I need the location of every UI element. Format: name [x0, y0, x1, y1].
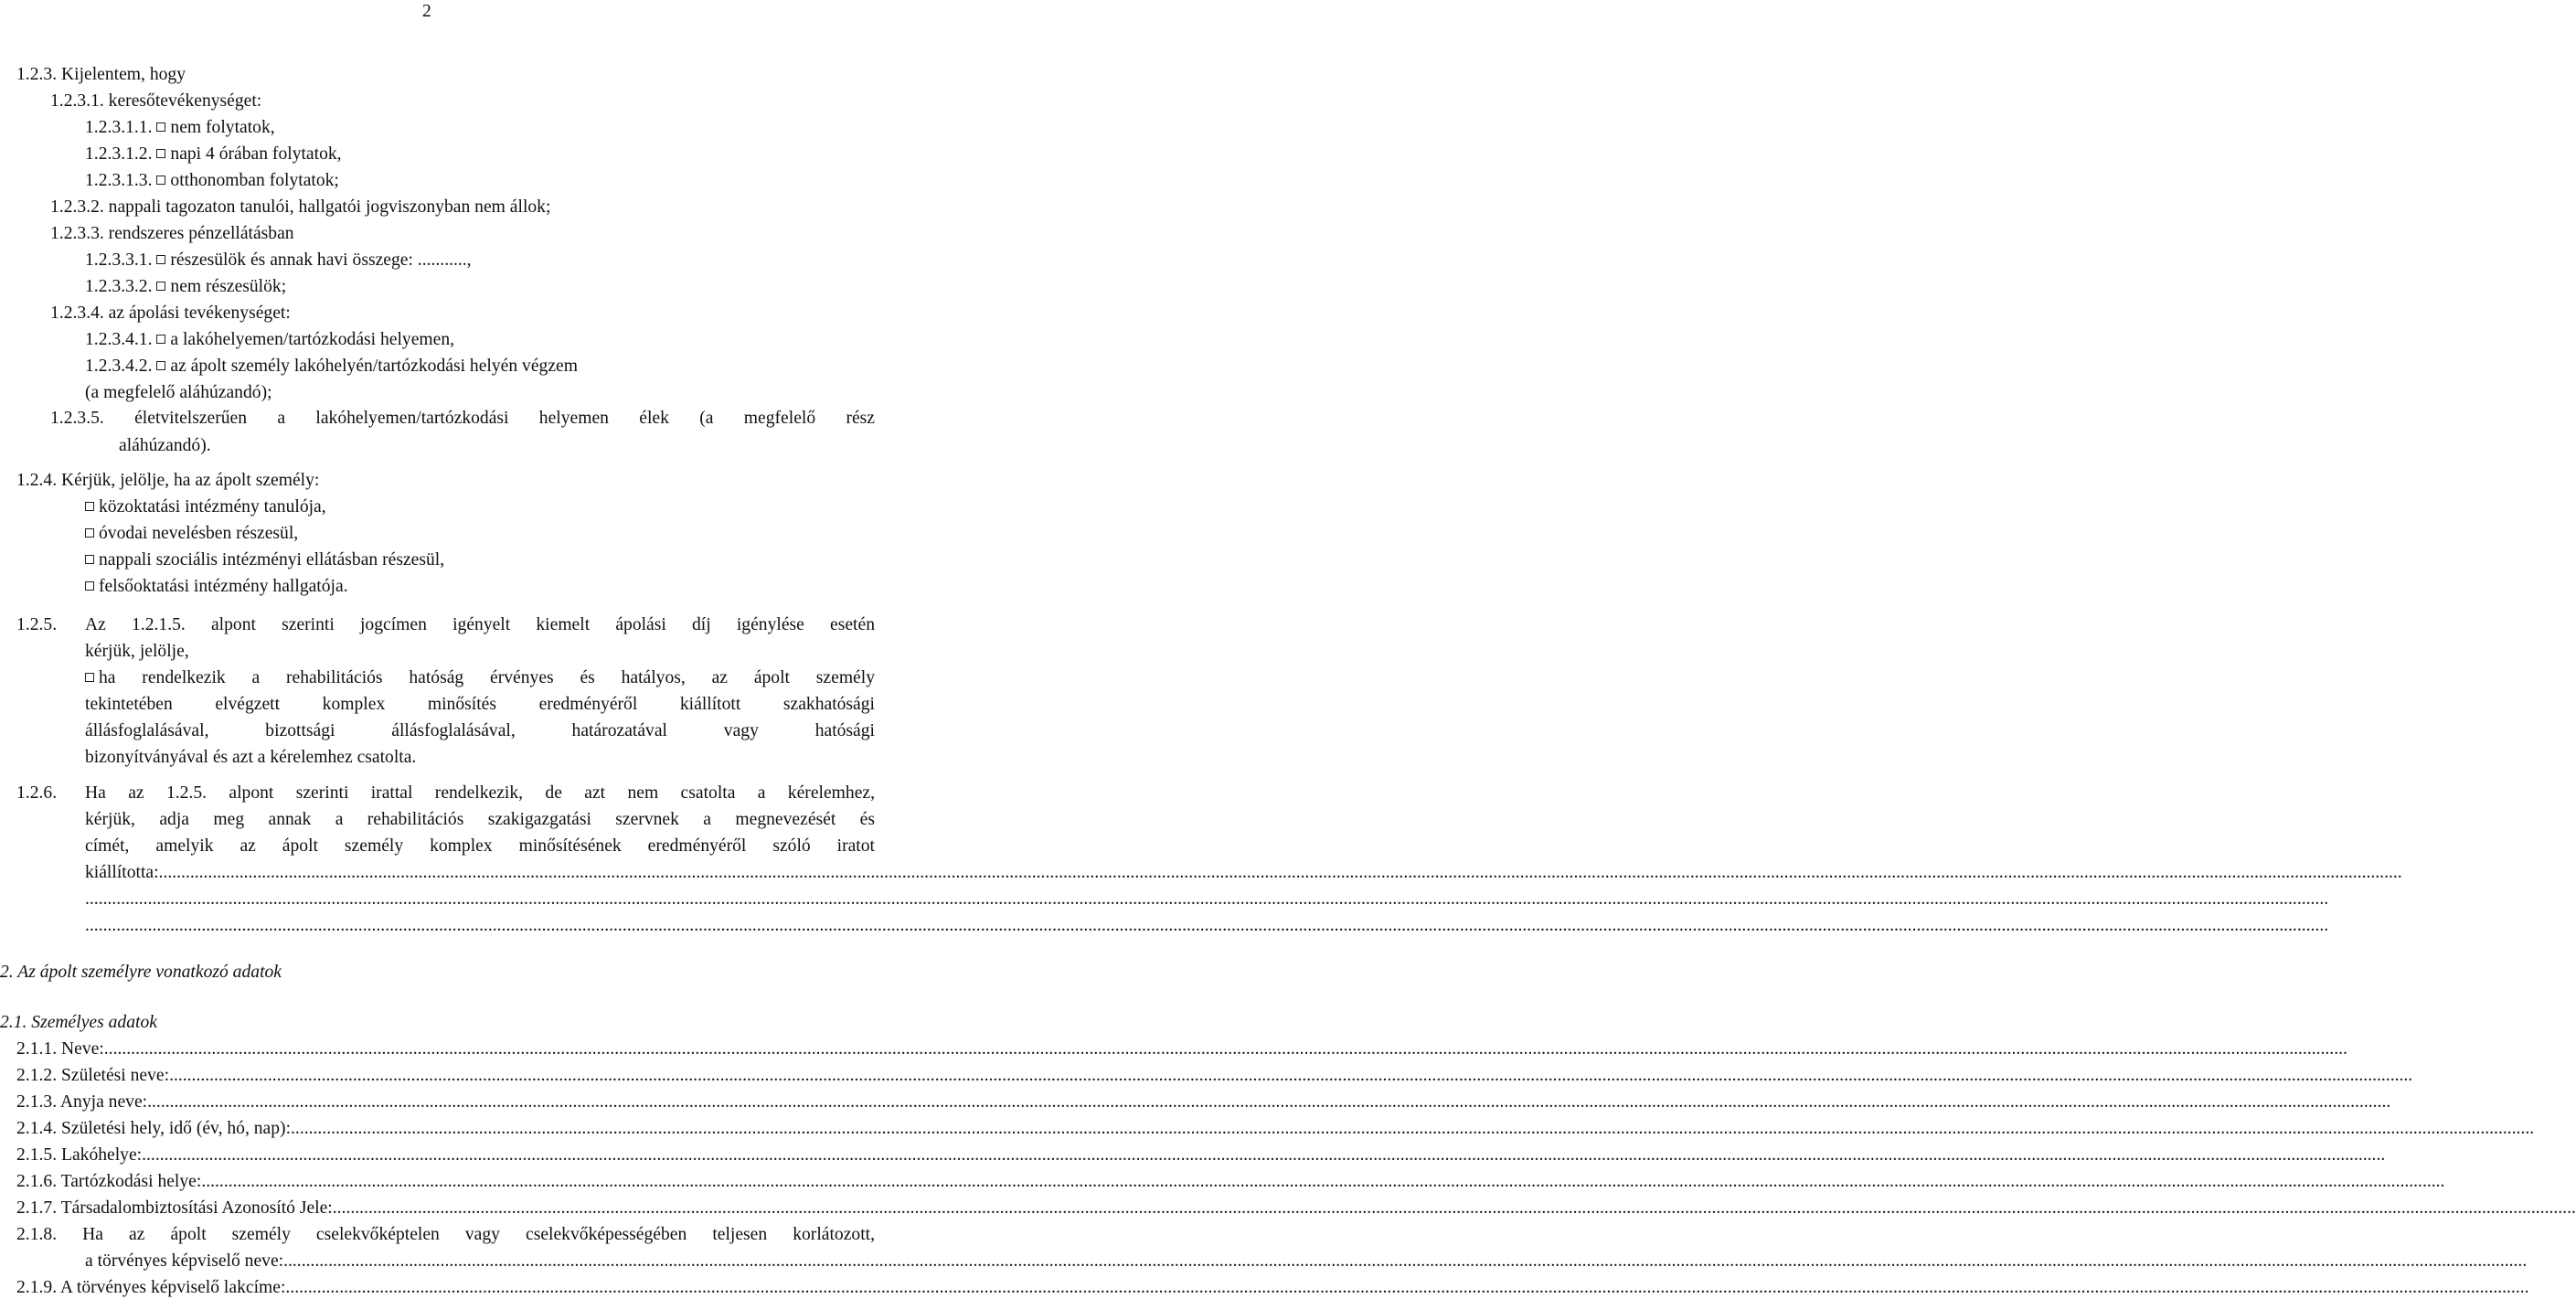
option-day-care[interactable]: [85, 549, 444, 571]
fill-line: .....................................................................................................................................................................................................................................................................................................................................................................................................................................................................................................................: [332, 1198, 2576, 1218]
field-label: 2.1.9. A törvényes képviselő lakcíme:: [16, 1278, 286, 1297]
option-higher-education[interactable]: [85, 576, 348, 598]
option-label: az ápolt személy lakóhelyén/tartózkodási helyén végzem: [170, 357, 578, 376]
item-1-2-3-4-1: [85, 329, 454, 351]
section-1-2-4-title: 1.2.4. Kérjük, jelölje, ha az ápolt személy:: [16, 471, 320, 490]
field-legal-rep-intro: 2.1.8. Ha az ápolt személy cselekvőképtelen vagy cselekvőképességében teljesen korlátozott,: [16, 1225, 875, 1244]
checkbox-icon[interactable]: [85, 555, 94, 564]
fill-line: .....................................................................................................................................................................................................................................................................................................................................................................................................................................................................................................................: [103, 1039, 2347, 1059]
fill-line: .....................................................................................................................................................................................................................................................................................................................................................................................................................................................................................................................: [283, 1251, 2528, 1271]
item-number: 1.2.3.4.2.: [85, 357, 153, 376]
section-2-1-title: 2.1. Személyes adatok: [0, 1013, 157, 1032]
field-stay-address[interactable]: [16, 1171, 2445, 1193]
section-1-2-3-title: 1.2.3. Kijelentem, hogy: [16, 65, 186, 84]
field-birth-name[interactable]: [16, 1065, 2413, 1087]
field-label: a törvényes képviselő neve:: [85, 1251, 284, 1271]
item-1-2-3-5-line1: 1.2.3.5. életvitelszerűen a lakóhelyemen/tartózkodási helyemen élek (a megfelelő rész: [50, 409, 875, 428]
item-1-2-3-4-2: [85, 356, 578, 378]
item-1-2-3-3-1: [85, 250, 472, 272]
fill-line: .....................................................................................................................................................................................................................................................................................................................................................................................................................................................................................................................: [142, 1145, 2386, 1165]
option-label: felsőoktatási intézmény hallgatója.: [99, 577, 348, 596]
option-label: óvodai nevelésben részesül,: [99, 524, 299, 543]
item-1-2-3-1-1: [85, 117, 275, 139]
field-legal-rep-address[interactable]: [16, 1277, 2529, 1299]
item-1-2-3-3-2: [85, 276, 286, 298]
section-1-2-5-number: 1.2.5.: [16, 615, 58, 634]
field-legal-rep-name[interactable]: [85, 1251, 2528, 1272]
item-number: 1.2.3.3.1.: [85, 250, 153, 270]
field-social-security-id[interactable]: [16, 1198, 2576, 1219]
fill-line: .....................................................................................................................................................................................................................................................................................................................................................................................................................................................................................................................: [291, 1119, 2535, 1138]
option-label: otthonomban folytatok;: [170, 171, 339, 190]
field-name[interactable]: [16, 1038, 2347, 1060]
fill-line: .....................................................................................................................................................................................................................................................................................................................................................................................................................................................................................................................: [147, 1092, 2391, 1112]
option-kindergarten[interactable]: [85, 523, 298, 545]
item-number: 1.2.3.4.1.: [85, 330, 153, 349]
field-label: kiállította:: [85, 863, 159, 882]
item-number: 1.2.3.1.1.: [85, 118, 153, 137]
option-label: nem részesülök;: [170, 277, 287, 296]
checkbox-icon[interactable]: [156, 282, 165, 291]
issuer-field-line3[interactable]: .....................................................................................................................................................................................................................................................................................................................................................................................................................................................................................................................: [85, 916, 2329, 935]
field-label: 2.1.7. Társadalombiztosítási Azonosító Jele:: [16, 1198, 333, 1218]
checkbox-icon[interactable]: [85, 581, 94, 591]
checkbox-icon[interactable]: [156, 335, 165, 344]
field-label: 2.1.4. Születési hely, idő (év, hó, nap):: [16, 1119, 292, 1138]
field-birth-place-date[interactable]: [16, 1118, 2535, 1140]
section-2-title: 2. Az ápolt személyre vonatkozó adatok: [0, 963, 282, 982]
item-number: 1.2.3.3.2.: [85, 277, 153, 296]
item-1-2-3-2: 1.2.3.2. nappali tagozaton tanulói, hallgatói jogviszonyban nem állok;: [50, 197, 551, 217]
item-1-2-3-3: 1.2.3.3. rendszeres pénzellátásban: [50, 224, 294, 243]
item-1-2-3-1-3: [85, 170, 339, 192]
section-1-2-6-line1: Ha az 1.2.5. alpont szerinti irattal rendelkezik, de azt nem csatolta a kérelemhez,: [85, 783, 875, 803]
item-1-2-3-1-2: [85, 144, 342, 165]
option-label: napi 4 órában folytatok,: [170, 144, 342, 164]
checkbox-icon[interactable]: [85, 502, 94, 511]
field-label: 2.1.3. Anyja neve:: [16, 1092, 148, 1112]
field-label: 2.1.2. Születési neve:: [16, 1066, 170, 1085]
option-label: nem folytatok,: [170, 118, 275, 137]
section-1-2-6-number: 1.2.6.: [16, 783, 58, 803]
item-number: 1.2.3.1.2.: [85, 144, 153, 164]
section-1-2-5-box-line3: állásfoglalásával, bizottsági állásfoglalásával, határozatával vagy hatósági: [85, 721, 875, 740]
checkbox-icon[interactable]: [156, 149, 165, 158]
checkbox-icon[interactable]: [156, 122, 165, 132]
option-label: ha rendelkezik a rehabilitációs hatóság érvényes és hatályos, az ápolt személy: [99, 668, 875, 687]
fill-line: .....................................................................................................................................................................................................................................................................................................................................................................................................................................................................................................................: [169, 1066, 2413, 1085]
checkbox-icon[interactable]: [85, 673, 94, 682]
section-1-2-5-line1: Az 1.2.1.5. alpont szerinti jogcímen igényelt kiemelt ápolási díj igénylése esetén: [85, 615, 875, 634]
fill-line: .....................................................................................................................................................................................................................................................................................................................................................................................................................................................................................................................: [201, 1172, 2445, 1191]
item-1-2-3-1: 1.2.3.1. keresőtevékenységet:: [50, 91, 262, 111]
issuer-field-line2[interactable]: .....................................................................................................................................................................................................................................................................................................................................................................................................................................................................................................................: [85, 889, 2329, 909]
fill-line: .....................................................................................................................................................................................................................................................................................................................................................................................................................................................................................................................: [158, 863, 2402, 882]
fill-line: .....................................................................................................................................................................................................................................................................................................................................................................................................................................................................................................................: [285, 1278, 2529, 1297]
issuer-field[interactable]: [85, 862, 2402, 884]
item-1-2-3-4: 1.2.3.4. az ápolási tevékenységet:: [50, 303, 291, 323]
section-1-2-5-line2: kérjük, jelölje,: [85, 642, 189, 661]
field-label: 2.1.1. Neve:: [16, 1039, 104, 1059]
section-1-2-6-line2: kérjük, adja meg annak a rehabilitációs szakigazgatási szervnek a megnevezését és: [85, 810, 875, 829]
checkbox-icon[interactable]: [156, 361, 165, 370]
section-1-2-5-box-line1: [85, 665, 875, 691]
field-label: 2.1.6. Tartózkodási helye:: [16, 1172, 202, 1191]
item-1-2-3-4-2-note: (a megfelelő aláhúzandó);: [85, 383, 272, 402]
option-education[interactable]: [85, 496, 326, 518]
option-label: részesülök és annak havi összege: ...........,: [170, 250, 472, 270]
field-residence[interactable]: [16, 1145, 2386, 1166]
field-label: 2.1.5. Lakóhelye:: [16, 1145, 143, 1165]
section-1-2-6-line3: címét, amelyik az ápolt személy komplex minősítésének eredményéről szóló iratot: [85, 836, 875, 856]
page-number: 2: [422, 2, 431, 21]
section-1-2-5-box-line2: tekintetében elvégzett komplex minősítés eredményéről kiállított szakhatósági: [85, 695, 875, 714]
item-number: 1.2.3.1.3.: [85, 171, 153, 190]
field-mother-name[interactable]: [16, 1091, 2391, 1113]
checkbox-icon[interactable]: [85, 528, 94, 538]
item-1-2-3-5-line2: aláhúzandó).: [119, 436, 211, 455]
option-label: a lakóhelyemen/tartózkodási helyemen,: [170, 330, 455, 349]
checkbox-icon[interactable]: [156, 176, 165, 185]
option-label: nappali szociális intézményi ellátásban részesül,: [99, 550, 445, 570]
section-1-2-5-box-line4: bizonyítványával és azt a kérelemhez csatolta.: [85, 748, 417, 767]
checkbox-icon[interactable]: [156, 255, 165, 264]
option-label: közoktatási intézmény tanulója,: [99, 497, 326, 516]
